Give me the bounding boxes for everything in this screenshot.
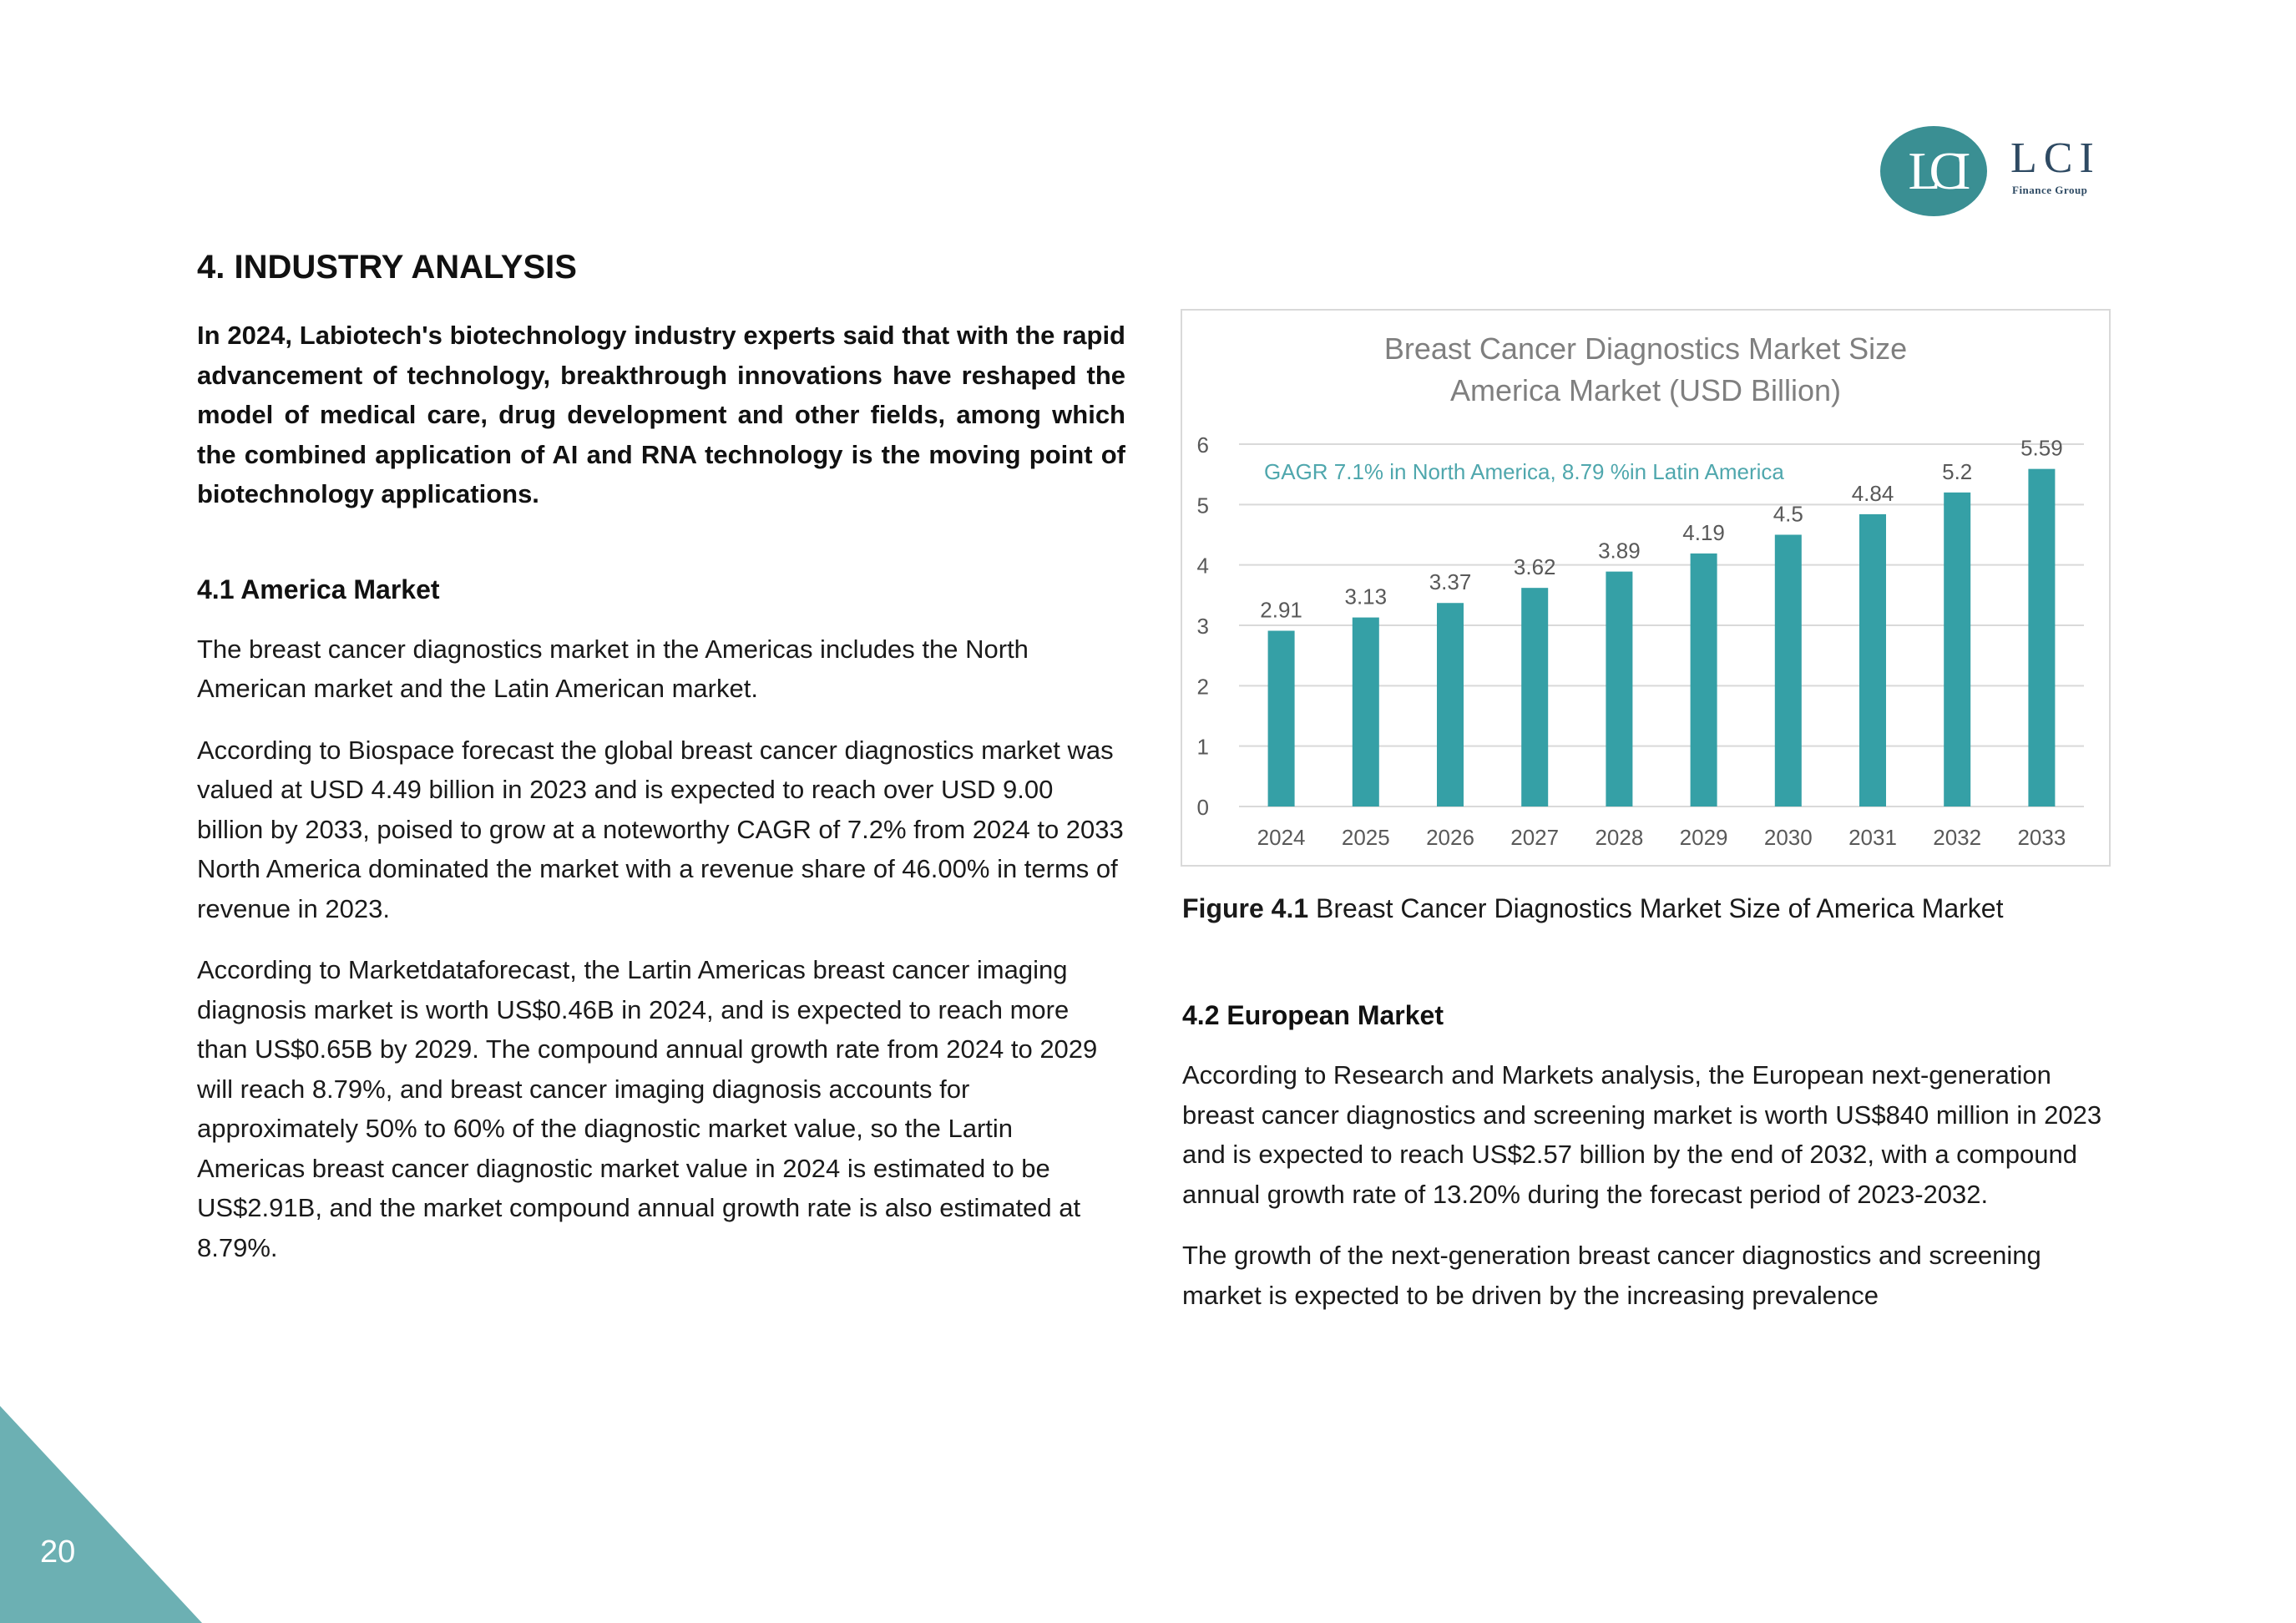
x-tick-label: 2025 — [1341, 825, 1390, 850]
x-tick-label: 2030 — [1763, 825, 1813, 850]
bar — [1268, 631, 1295, 806]
x-tick-label: 2028 — [1595, 825, 1644, 850]
x-tick-label: 2033 — [2017, 825, 2066, 850]
y-tick-label: 5 — [1196, 493, 1209, 518]
data-label: 5.59 — [2020, 435, 2063, 461]
europe-heading: 4.2 European Market — [1182, 1000, 1444, 1030]
y-tick-label: 1 — [1196, 734, 1209, 760]
y-tick-label: 0 — [1196, 795, 1209, 820]
america-heading: 4.1 America Market — [197, 574, 440, 604]
corner-triangle — [0, 1406, 202, 1623]
america-paragraph-1: The breast cancer diagnostics market in the Americas includes the North American market and the Latin American market. — [197, 634, 1029, 703]
logo-subtitle: Finance Group — [2012, 184, 2088, 196]
bar-chart-svg — [1182, 311, 2109, 865]
y-tick-label: 3 — [1196, 614, 1209, 639]
y-tick-label: 4 — [1196, 553, 1209, 579]
company-logo — [1870, 117, 2121, 225]
y-tick-label: 2 — [1196, 674, 1209, 700]
bar — [1944, 493, 1970, 806]
data-label: 3.89 — [1598, 538, 1641, 564]
data-label: 4.84 — [1851, 480, 1894, 506]
europe-paragraph-2: The growth of the next-generation breast cancer diagnostics and screening market is expected to be driven by the increasing prevalence — [1182, 1241, 2041, 1310]
market-size-chart — [1181, 309, 2111, 867]
page-number: 20 — [40, 1535, 76, 1570]
america-paragraph-3: According to Marketdataforecast, the Lartin Americas breast cancer imaging diagnosis market is worth US$0.46B in 2024, and is expected to reach more than US$0.65B by 2029. The compound annual growth rate from 2024 to 2029 will reach 8.79%, and breast cancer imaging diagnosis accounts for approximately 50% to 60% of the diagnostic market value, so the Lartin Americas breast cancer diagnostic market value in 2024 is estimated to be US$2.91B, and the market compound annual growth rate is also estimated at 8.79%. — [197, 955, 1098, 1262]
x-tick-label: 2032 — [1933, 825, 1982, 850]
chart-title: Breast Cancer Diagnostics Market Size — [1383, 331, 1908, 366]
europe-section — [1182, 999, 2117, 1315]
bar — [1521, 588, 1548, 806]
bar — [1691, 554, 1717, 806]
data-label: 2.91 — [1260, 597, 1302, 623]
bar — [1353, 618, 1379, 806]
section-title: 4. INDUSTRY ANALYSIS — [197, 249, 577, 286]
data-label: 5.2 — [1942, 458, 1973, 484]
data-label: 4.5 — [1773, 501, 1803, 527]
logo-name: LCI — [2010, 134, 2101, 182]
bar — [1859, 514, 1886, 806]
x-tick-label: 2024 — [1257, 825, 1306, 850]
bar — [2028, 469, 2055, 806]
data-label: 3.37 — [1429, 569, 1472, 595]
europe-paragraph-1: According to Research and Markets analysis, the European next-generation breast cancer diagnostics and screening market is worth US$840 million in 2023 and is expected to reach US$2.57 billion by the end of 2032, with a compound annual growth rate of 13.20% during the forecast period of 2023-2032. — [1182, 1060, 2102, 1209]
y-tick-label: 6 — [1196, 432, 1209, 458]
bar — [1606, 572, 1632, 806]
x-tick-label: 2029 — [1679, 825, 1728, 850]
chart-subtitle: America Market (USD Billion) — [1449, 373, 1842, 407]
logo-monogram: LCI — [1908, 141, 1960, 200]
x-tick-label: 2027 — [1510, 825, 1560, 850]
data-label: 3.13 — [1344, 584, 1388, 609]
chart-annotation: GAGR 7.1% in North America, 8.79 %in Latin America — [1264, 459, 1784, 484]
figure-caption-text: Breast Cancer Diagnostics Market Size of America Market — [1308, 893, 2004, 923]
x-tick-label: 2026 — [1426, 825, 1474, 850]
figure-caption — [1182, 893, 2003, 924]
x-tick-label: 2031 — [1848, 825, 1897, 850]
left-column — [197, 316, 1125, 1267]
bar — [1775, 535, 1802, 807]
america-paragraph-2: According to Biospace forecast the global breast cancer diagnostics market was valued at USD 4.49 billion in 2023 and is expected to reach over USD 9.00 billion by 2033, poised to grow at a noteworthy CAGR of 7.2% from 2024 to 2033 North America dominated the market with a revenue share of 46.00% in terms of revenue in 2023. — [197, 735, 1124, 923]
figure-label: Figure 4.1 — [1182, 893, 1309, 923]
bar — [1437, 603, 1464, 806]
intro-paragraph: In 2024, Labiotech's biotechnology industry experts said that with the rapid advancement of technology, breakthrough innovations have reshaped the model of medical care, drug development and other fields, among which the combined application of AI and RNA technology is the moving point of biotechnology applications. — [197, 321, 1125, 508]
data-label: 4.19 — [1682, 519, 1725, 545]
data-label: 3.62 — [1513, 554, 1556, 580]
